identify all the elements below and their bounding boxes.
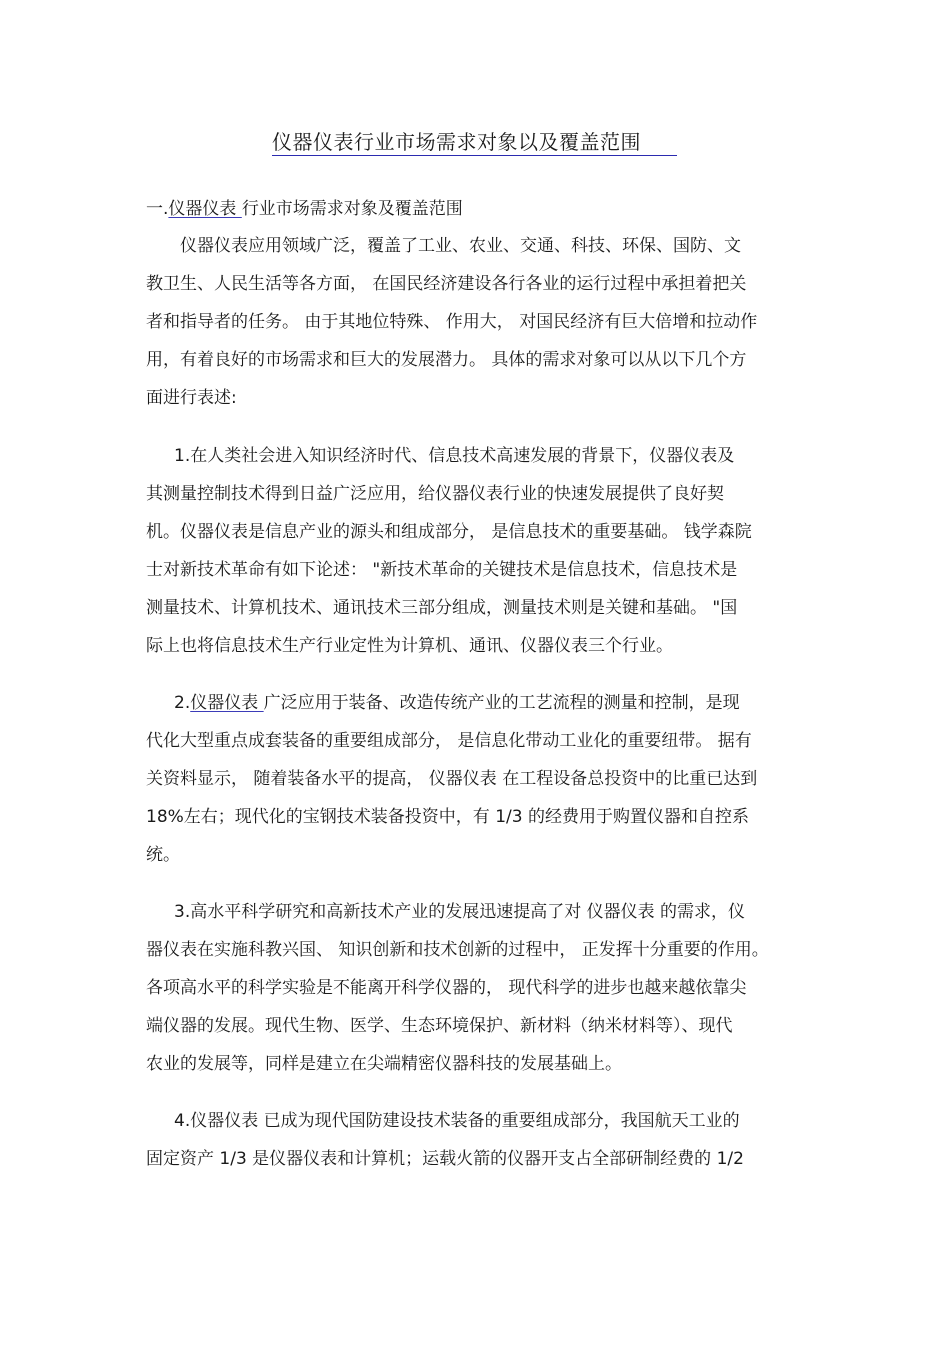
- point-1-paragraph: [146, 437, 810, 665]
- intro-paragraph: [146, 227, 810, 417]
- point-number: 2.: [174, 693, 191, 713]
- paragraph-line: 4.仪器仪表 已成为现代国防建设技术装备的重要组成部分，我国航天工业的: [174, 1111, 740, 1131]
- paragraph-line: 固定资产 1/3 是仪器仪表和计算机；运载火箭的仪器开支占全部研制经费的 1/2: [146, 1149, 744, 1169]
- paragraph-line: 际上也将信息技术生产行业定性为计算机、通讯、仪器仪表三个行业。: [146, 636, 673, 656]
- document-title: 仪器仪表行业市场需求对象以及覆盖范围: [272, 130, 641, 154]
- point-3-paragraph: [146, 893, 810, 1083]
- paragraph-line: 代化大型重点成套装备的重要组成部分， 是信息化带动工业化的重要纽带。 据有: [146, 731, 752, 751]
- paragraph-line: 各项高水平的科学实验是不能离开科学仪器的， 现代科学的进步也越来越依靠尖: [146, 978, 747, 998]
- section-heading: [146, 197, 463, 221]
- paragraph-line: 士对新技术革命有如下论述： "新技术革命的关键技术是信息技术，信息技术是: [146, 560, 738, 580]
- paragraph-line: 者和指导者的任务。 由于其地位特殊、 作用大， 对国民经济有巨大倍增和拉动作: [146, 312, 758, 332]
- point-4-paragraph: [146, 1102, 810, 1178]
- paragraph-line: [146, 684, 810, 722]
- paragraph-line: 测量技术、计算机技术、通讯技术三部分组成，测量技术则是关键和基础。 "国: [146, 598, 738, 618]
- paragraph-line: 其测量控制技术得到日益广泛应用，给仪器仪表行业的快速发展提供了良好契: [146, 484, 724, 504]
- paragraph-line: 统。: [146, 845, 180, 865]
- paragraph-line: 用，有着良好的市场需求和巨大的发展潜力。 具体的需求对象可以从以下几个方: [146, 350, 747, 370]
- paragraph-line: 机。仪器仪表是信息产业的源头和组成部分， 是信息技术的重要基础。 钱学森院: [146, 522, 752, 542]
- paragraph-line: 仪器仪表应用领域广泛，覆盖了工业、农业、交通、科技、环保、国防、文: [180, 236, 741, 256]
- section-number: 一.: [146, 199, 169, 219]
- paragraph-line: 面进行表述:: [146, 388, 237, 408]
- point-2-paragraph: [146, 684, 810, 874]
- paragraph-line: 器仪表在实施科教兴国、 知识创新和技术创新的过程中， 正发挥十分重要的作用。: [146, 940, 769, 960]
- title-block: [272, 128, 677, 156]
- section-heading-link[interactable]: 仪器仪表: [168, 199, 242, 219]
- paragraph-line: 18%左右；现代化的宝钢技术装备投资中，有 1/3 的经费用于购置仪器和自控系: [146, 807, 749, 827]
- paragraph-line: 3.高水平科学研究和高新技术产业的发展迅速提高了对 仪器仪表 的需求，仪: [174, 902, 746, 922]
- line-text: 广泛应用于装备、改造传统产业的工艺流程的测量和控制，是现: [263, 693, 740, 713]
- title-underline: [272, 155, 677, 156]
- paragraph-line: 端仪器的发展。现代生物、医学、生态环境保护、新材料（纳米材料等）、现代: [146, 1016, 733, 1036]
- paragraph-line: 关资料显示， 随着装备水平的提高， 仪器仪表 在工程设备总投资中的比重已达到: [146, 769, 758, 789]
- instrument-link[interactable]: 仪器仪表: [190, 693, 264, 713]
- paragraph-line: 1.在人类社会进入知识经济时代、信息技术高速发展的背景下，仪器仪表及: [174, 446, 735, 466]
- paragraph-line: 教卫生、人民生活等各方面， 在国民经济建设各行各业的运行过程中承担着把关: [146, 274, 747, 294]
- paragraph-line: 农业的发展等，同样是建立在尖端精密仪器科技的发展基础上。: [146, 1054, 622, 1074]
- section-heading-text: 行业市场需求对象及覆盖范围: [241, 199, 463, 219]
